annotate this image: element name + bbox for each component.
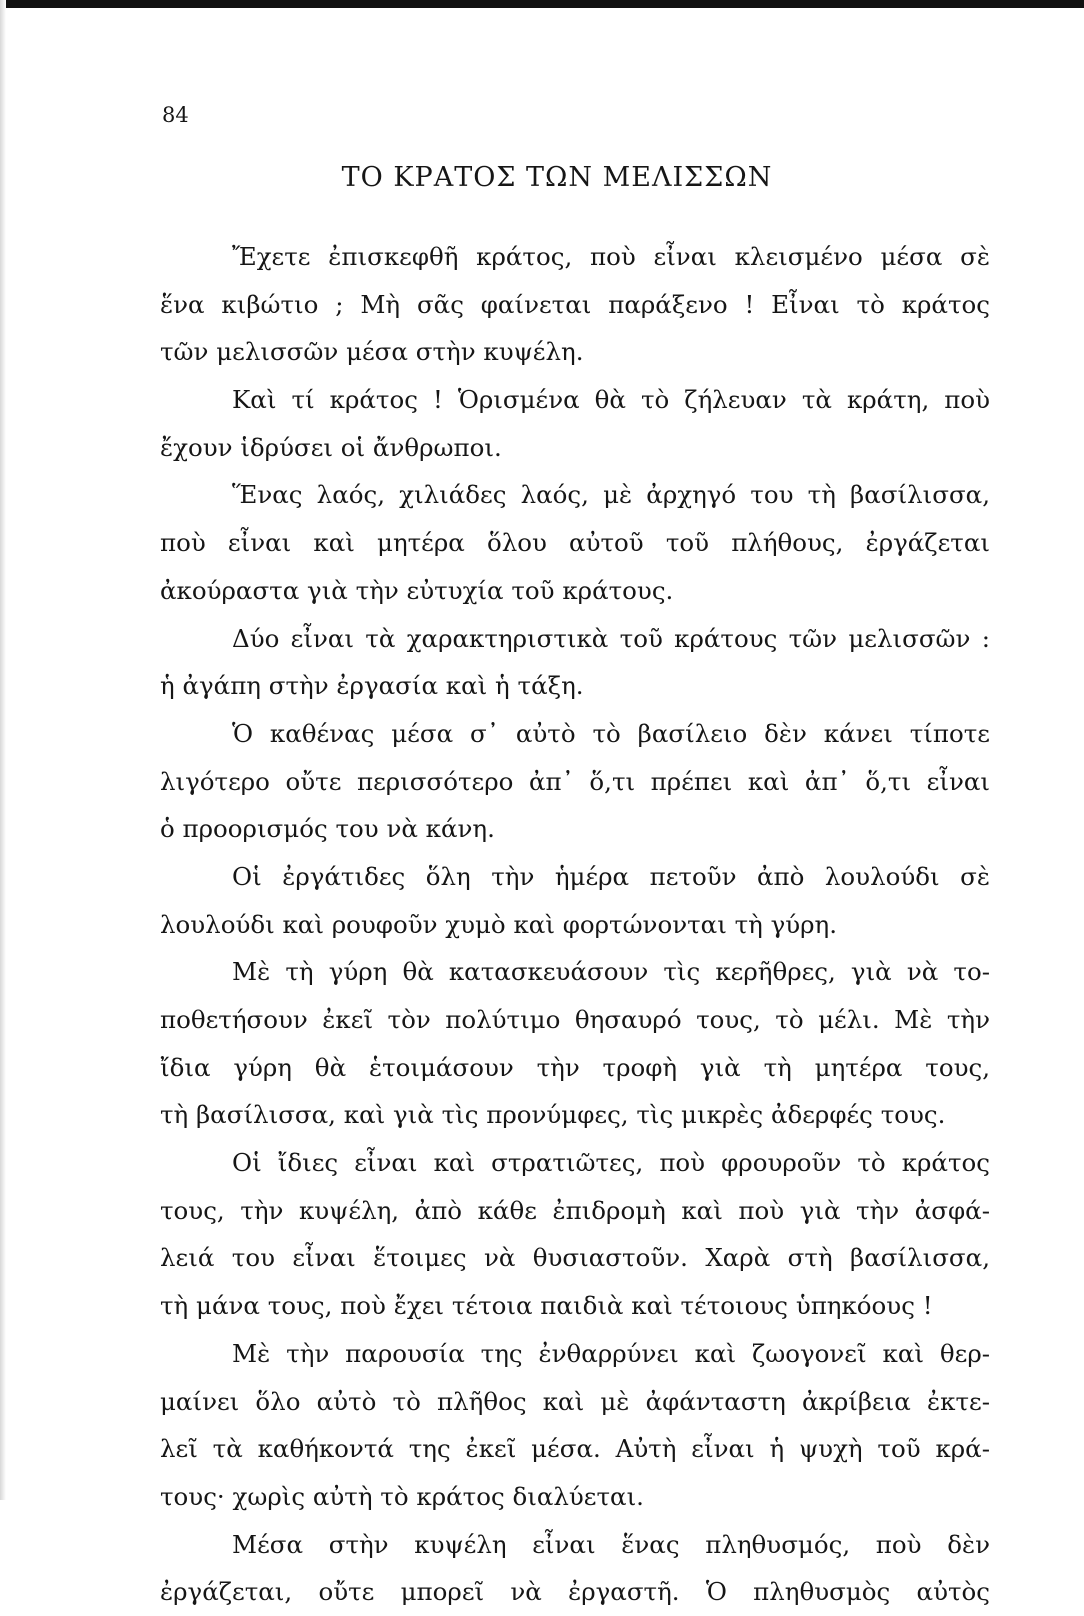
text-line: ὁ προορισμός του νὰ κάνη. — [160, 814, 495, 844]
text-line: τῶν μελισσῶν μέσα στὴν κυψέλη. — [160, 337, 584, 367]
text-line: Ὁ καθένας μέσα σ᾿ αὐτὸ τὸ βασίλειο δὲν κάνει τίποτε — [232, 718, 990, 748]
text-line: μαίνει ὅλο αὐτὸ τὸ πλῆθος καὶ μὲ ἀφάνταστη ἀκρίβεια ἐκτε- — [160, 1386, 990, 1416]
paragraph — [160, 853, 990, 948]
text-line: λιγότερο οὔτε περισσότερο ἀπ᾿ ὅ,τι πρέπει καὶ ἀπ᾿ ὅ,τι εἶναι — [160, 766, 990, 796]
text-line: τους, τὴν κυψέλη, ἀπὸ κάθε ἐπιδρομὴ καὶ ποὺ γιὰ τὴν ἀσφά- — [160, 1195, 990, 1225]
text-line: ποὺ εἶναι καὶ μητέρα ὅλου αὐτοῦ τοῦ πλήθους, ἐργάζεται — [160, 528, 990, 558]
text-line: ἕνα κιβώτιο ; Μὴ σᾶς φαίνεται παράξενο ! Εἶναι τὸ κράτος — [160, 289, 990, 319]
text-line: λειά του εἶναι ἕτοιμες νὰ θυσιαστοῦν. Χαρὰ στὴ βασίλισσα, — [160, 1243, 990, 1273]
text-line: λεῖ τὰ καθήκοντά της ἐκεῖ μέσα. Αὐτὴ εἶναι ἡ ψυχὴ τοῦ κρά- — [160, 1434, 990, 1464]
text-line: Καὶ τί κράτος ! Ὁρισμένα θὰ τὸ ζήλευαν τὰ κράτη, ποὺ — [232, 385, 990, 415]
text-line: λουλούδι καὶ ρουφοῦν χυμὸ καὶ φορτώνονται τὴ γύρη. — [160, 909, 838, 939]
text-line: Μέσα στὴν κυψέλη εἶναι ἕνας πληθυσμός, ποὺ δὲν — [232, 1529, 990, 1559]
text-line: Οἱ ἐργάτιδες ὅλη τὴν ἡμέρα πετοῦν ἀπὸ λουλούδι σὲ — [232, 861, 990, 891]
text-line: Ἕνας λαός, χιλιάδες λαός, μὲ ἀρχηγό του τὴ βασίλισσα, — [232, 480, 990, 510]
text-line: τὴ βασίλισσα, καὶ γιὰ τὶς προνύμφες, τὶς μικρὲς ἀδερφές τους. — [160, 1100, 946, 1130]
text-line: ἡ ἀγάπη στὴν ἐργασία καὶ ἡ τάξη. — [160, 671, 584, 701]
scan-top-border — [0, 0, 1084, 8]
paragraph — [160, 471, 990, 614]
paragraph — [160, 1139, 990, 1330]
paragraph — [160, 615, 990, 710]
chapter-title: ΤΟ ΚΡΑΤΟΣ ΤΩΝ ΜΕΛΙΣΣΩΝ — [341, 162, 773, 193]
text-line: ἐργάζεται, οὔτε μπορεῖ νὰ ἐργαστῆ. Ὁ πληθυσμὸς αὐτὸς — [160, 1577, 990, 1607]
page-number: 84 — [162, 103, 189, 127]
text-line: Οἱ ἴδιες εἶναι καὶ στρατιῶτες, ποὺ φρουροῦν τὸ κράτος — [232, 1148, 990, 1178]
text-line: Ἔχετε ἐπισκεφθῆ κράτος, ποὺ εἶναι κλεισμένο μέσα σὲ — [232, 242, 990, 271]
text-line: τους· χωρὶς αὐτὴ τὸ κράτος διαλύεται. — [160, 1481, 644, 1511]
text-line: ἴδια γύρη θὰ ἑτοιμάσουν τὴν τροφὴ γιὰ τὴ μητέρα τους, — [160, 1052, 990, 1082]
paragraph — [160, 376, 990, 471]
text-line: Δύο εἶναι τὰ χαρακτηριστικὰ τοῦ κράτους τῶν μελισσῶν : — [232, 623, 990, 653]
text-line: Μὲ τὴν παρουσία της ἐνθαρρύνει καὶ ζωογονεῖ καὶ θερ- — [232, 1338, 990, 1368]
scan-left-edge — [0, 0, 6, 1500]
text-line: ἀκούραστα γιὰ τὴν εὐτυχία τοῦ κράτους. — [160, 575, 674, 605]
paragraph — [160, 233, 990, 376]
text-line: ποθετήσουν ἐκεῖ τὸν πολύτιμο θησαυρό τους, τὸ μέλι. Μὲ τὴν — [160, 1005, 990, 1034]
paragraph — [160, 1521, 990, 1616]
body-text — [160, 233, 990, 1616]
text-line: Μὲ τὴ γύρη θὰ κατασκευάσουν τὶς κερῆθρες, γιὰ νὰ το- — [232, 957, 990, 987]
text-line: ἔχουν ἱδρύσει οἱ ἄνθρωποι. — [160, 432, 502, 462]
paragraph — [160, 710, 990, 853]
text-line: τὴ μάνα τους, ποὺ ἔχει τέτοια παιδιὰ καὶ τέτοιους ὑπηκόους ! — [160, 1291, 933, 1321]
paragraph — [160, 948, 990, 1139]
paragraph — [160, 1330, 990, 1521]
